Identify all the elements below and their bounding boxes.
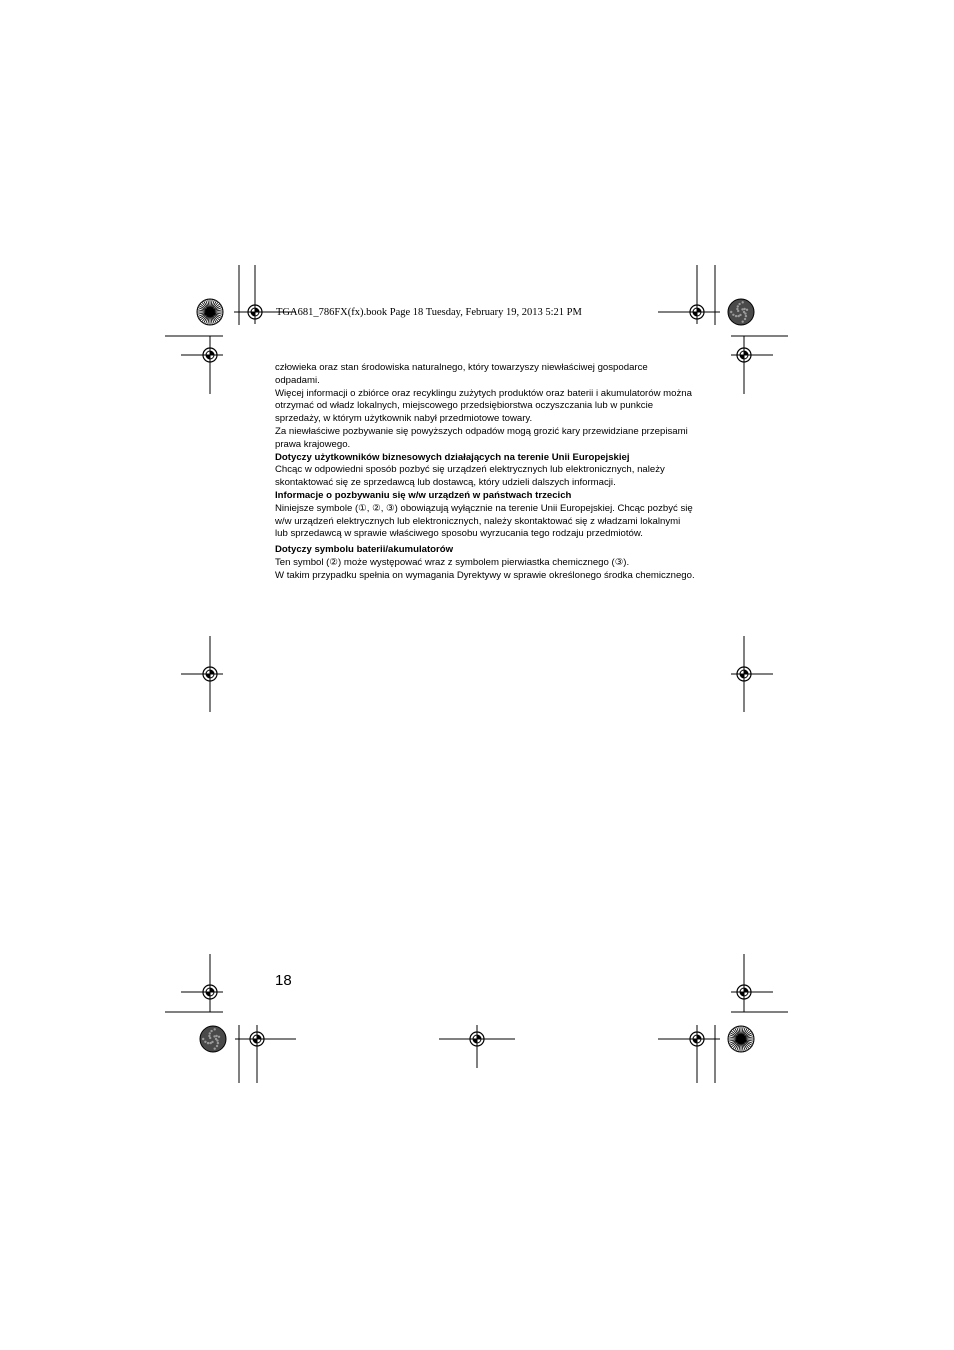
registration-mark — [181, 636, 223, 712]
registration-mark — [439, 1025, 515, 1068]
paragraph: człowieka oraz stan środowiska naturalnego, który towarzyszy niewłaściwej gospodarce odpadami. — [275, 362, 648, 386]
paragraph: Więcej informacji o zbiórce oraz recyklingu zużytych produktów oraz baterii i akumulatorów można otrzymać od władz lokalnych, miejscowego przedsiębiorstwa oczyszczania lub w punkcie sprzedaży, w którym użytkownik nabył przedmiotowe towary. — [275, 387, 692, 425]
registration-mark — [181, 336, 223, 394]
registration-mark — [235, 1025, 296, 1083]
star-target-mark — [197, 299, 223, 325]
section-text-battery: W takim przypadku spełnia on wymagania Dyrektywy w sprawie określonego środka chemicznego. — [275, 569, 695, 581]
star-target-mark — [728, 1026, 754, 1052]
registration-mark — [731, 954, 773, 1012]
registration-mark — [731, 636, 773, 712]
print-slug-line: TGA681_786FX(fx).book Page 18 Tuesday, February 19, 2013 5:21 PM — [276, 307, 582, 318]
registration-mark — [731, 336, 773, 394]
section-heading-battery: Dotyczy symbolu baterii/akumulatorów — [275, 544, 454, 556]
section-text-business: Chcąc w odpowiedni sposób pozbyć się urządzeń elektrycznych lub elektronicznych, należy skontaktować się ze sprzedawcą lub dostawcą, który udzieli dalszych informacji. — [275, 464, 665, 489]
section-text-battery: Ten symbol (②) może występować wraz z symbolem pierwiastka chemicznego (③). — [275, 556, 630, 568]
page-content — [275, 362, 695, 583]
section-text-third-countries: Niniejsze symbole (①, ②, ③) obowiązują wyłącznie na terenie Unii Europejskiej. Chcąc pozbyć się w/w urządzeń elektrycznych lub elektronicznych, należy skontaktować się z władzami lokalnymi lub sprzedawcą w sprawie właściwego sposobu wyrzucania tego rodzaju przedmiotów. — [275, 502, 693, 540]
color-control-dot — [200, 1026, 226, 1052]
color-control-dot — [728, 299, 754, 325]
page-number: 18 — [275, 972, 292, 989]
section-heading-business: Dotyczy użytkowników biznesowych działających na terenie Unii Europejskiej — [275, 451, 630, 463]
registration-mark — [181, 954, 223, 1012]
paragraph: Za niewłaściwe pozbywanie się powyższych odpadów mogą grozić kary przewidziane przepisami prawa krajowego. — [275, 425, 688, 450]
section-heading-third-countries: Informacje o pozbywaniu się w/w urządzeń w państwach trzecich — [275, 489, 572, 501]
registration-mark — [658, 1025, 720, 1083]
